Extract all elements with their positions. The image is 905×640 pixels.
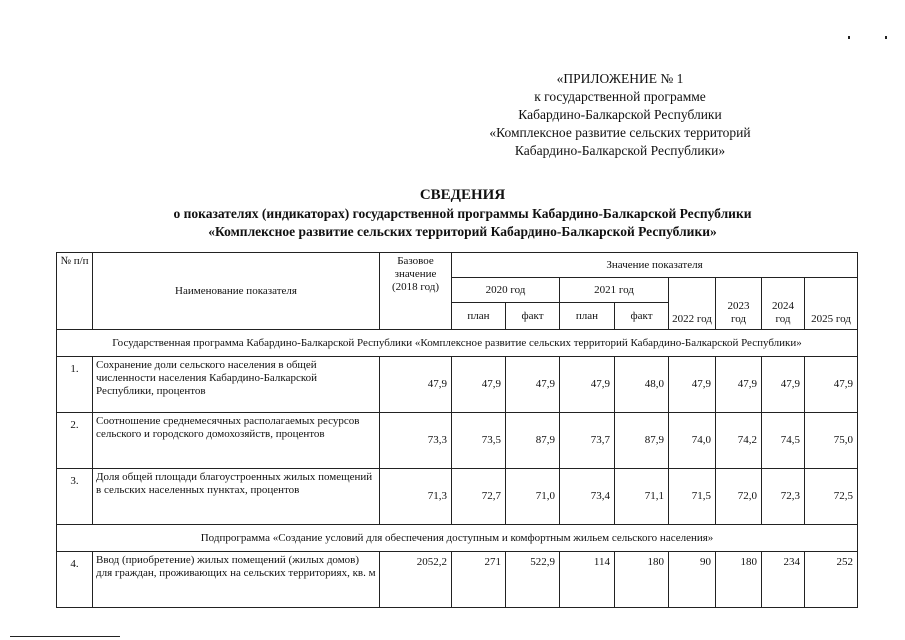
document-heading	[0, 186, 905, 241]
header-name: Наименование показателя	[93, 253, 380, 330]
value-2023: 180	[716, 552, 762, 608]
value-2024: 72,3	[762, 469, 805, 525]
appendix-line: «ПРИЛОЖЕНИЕ № 1	[556, 71, 684, 86]
fact-2020: 71,0	[506, 469, 560, 525]
value-2022: 71,5	[669, 469, 716, 525]
plan-2020: 73,5	[452, 413, 506, 469]
base-value: 47,9	[380, 357, 452, 413]
base-value: 71,3	[380, 469, 452, 525]
header-2024: 2024 год	[762, 278, 805, 330]
header-num: № п/п	[57, 253, 93, 330]
appendix-line: к государственной программе	[534, 89, 706, 104]
document-subtitle: о показателях (индикаторах) государственной программы Кабардино-Балкарской Республики	[173, 206, 752, 221]
value-2025: 72,5	[805, 469, 858, 525]
value-2025: 75,0	[805, 413, 858, 469]
value-2022: 90	[669, 552, 716, 608]
fact-2020: 87,9	[506, 413, 560, 469]
document-title: СВЕДЕНИЯ	[419, 187, 506, 203]
document-subtitle: «Комплексное развитие сельских территорий Кабардино-Балкарской Республики»	[208, 224, 717, 239]
table-row	[57, 413, 858, 469]
value-2022: 74,0	[669, 413, 716, 469]
header-2023: 2023 год	[716, 278, 762, 330]
row-number: 3.	[57, 469, 93, 525]
header-fact: факт	[615, 303, 669, 330]
header-value: Значение показателя	[452, 253, 858, 278]
plan-2021: 114	[560, 552, 615, 608]
row-number: 2.	[57, 413, 93, 469]
fact-2021: 48,0	[615, 357, 669, 413]
value-2023: 47,9	[716, 357, 762, 413]
fact-2021: 87,9	[615, 413, 669, 469]
plan-2021: 73,4	[560, 469, 615, 525]
base-value: 2052,2	[380, 552, 452, 608]
table-header-row	[57, 253, 858, 278]
value-2025: 252	[805, 552, 858, 608]
value-2024: 234	[762, 552, 805, 608]
indicator-name: Доля общей площади благоустроенных жилых помещений в сельских населенных пунктах, процентов	[93, 469, 380, 525]
header-plan: план	[452, 303, 506, 330]
indicator-name: Сохранение доли сельского населения в общей численности населения Кабардино-Балкарской Республики, процентов	[93, 357, 380, 413]
header-2020: 2020 год	[452, 278, 560, 303]
indicator-name: Ввод (приобретение) жилых помещений (жилых домов) для граждан, проживающих на сельских территориях, кв. м	[93, 552, 380, 608]
value-2025: 47,9	[805, 357, 858, 413]
scan-artifact	[885, 36, 887, 39]
appendix-line: Кабардино-Балкарской Республики	[518, 107, 722, 122]
header-base: Базовое значение (2018 год)	[380, 253, 452, 330]
plan-2021: 73,7	[560, 413, 615, 469]
header-2022: 2022 год	[669, 278, 716, 330]
value-2022: 47,9	[669, 357, 716, 413]
appendix-header	[470, 70, 770, 160]
plan-2021: 47,9	[560, 357, 615, 413]
fact-2020: 47,9	[506, 357, 560, 413]
row-number: 4.	[57, 552, 93, 608]
section-row	[57, 330, 858, 357]
fact-2021: 180	[615, 552, 669, 608]
fact-2021: 71,1	[615, 469, 669, 525]
section-row	[57, 525, 858, 552]
section-title: Государственная программа Кабардино-Балкарской Республики «Комплексное развитие сельских территорий Кабардино-Балкарской Республики»	[57, 330, 858, 357]
appendix-line: Кабардино-Балкарской Республики»	[514, 143, 726, 158]
header-plan: план	[560, 303, 615, 330]
value-2023: 74,2	[716, 413, 762, 469]
table-row	[57, 552, 858, 608]
header-fact: факт	[506, 303, 560, 330]
table-row	[57, 469, 858, 525]
plan-2020: 271	[452, 552, 506, 608]
fact-2020: 522,9	[506, 552, 560, 608]
value-2024: 47,9	[762, 357, 805, 413]
appendix-line: «Комплексное развитие сельских территорий	[489, 125, 751, 140]
indicators-table	[56, 252, 858, 608]
value-2024: 74,5	[762, 413, 805, 469]
plan-2020: 72,7	[452, 469, 506, 525]
base-value: 73,3	[380, 413, 452, 469]
section-title: Подпрограмма «Создание условий для обеспечения доступным и комфортным жильем сельского населения»	[57, 525, 858, 552]
scan-artifact	[848, 36, 850, 39]
plan-2020: 47,9	[452, 357, 506, 413]
table-row	[57, 357, 858, 413]
row-number: 1.	[57, 357, 93, 413]
indicator-name: Соотношение среднемесячных располагаемых ресурсов сельского и городского домохозяйств, процентов	[93, 413, 380, 469]
scan-artifact	[10, 636, 120, 637]
header-2025: 2025 год	[805, 278, 858, 330]
value-2023: 72,0	[716, 469, 762, 525]
header-2021: 2021 год	[560, 278, 669, 303]
